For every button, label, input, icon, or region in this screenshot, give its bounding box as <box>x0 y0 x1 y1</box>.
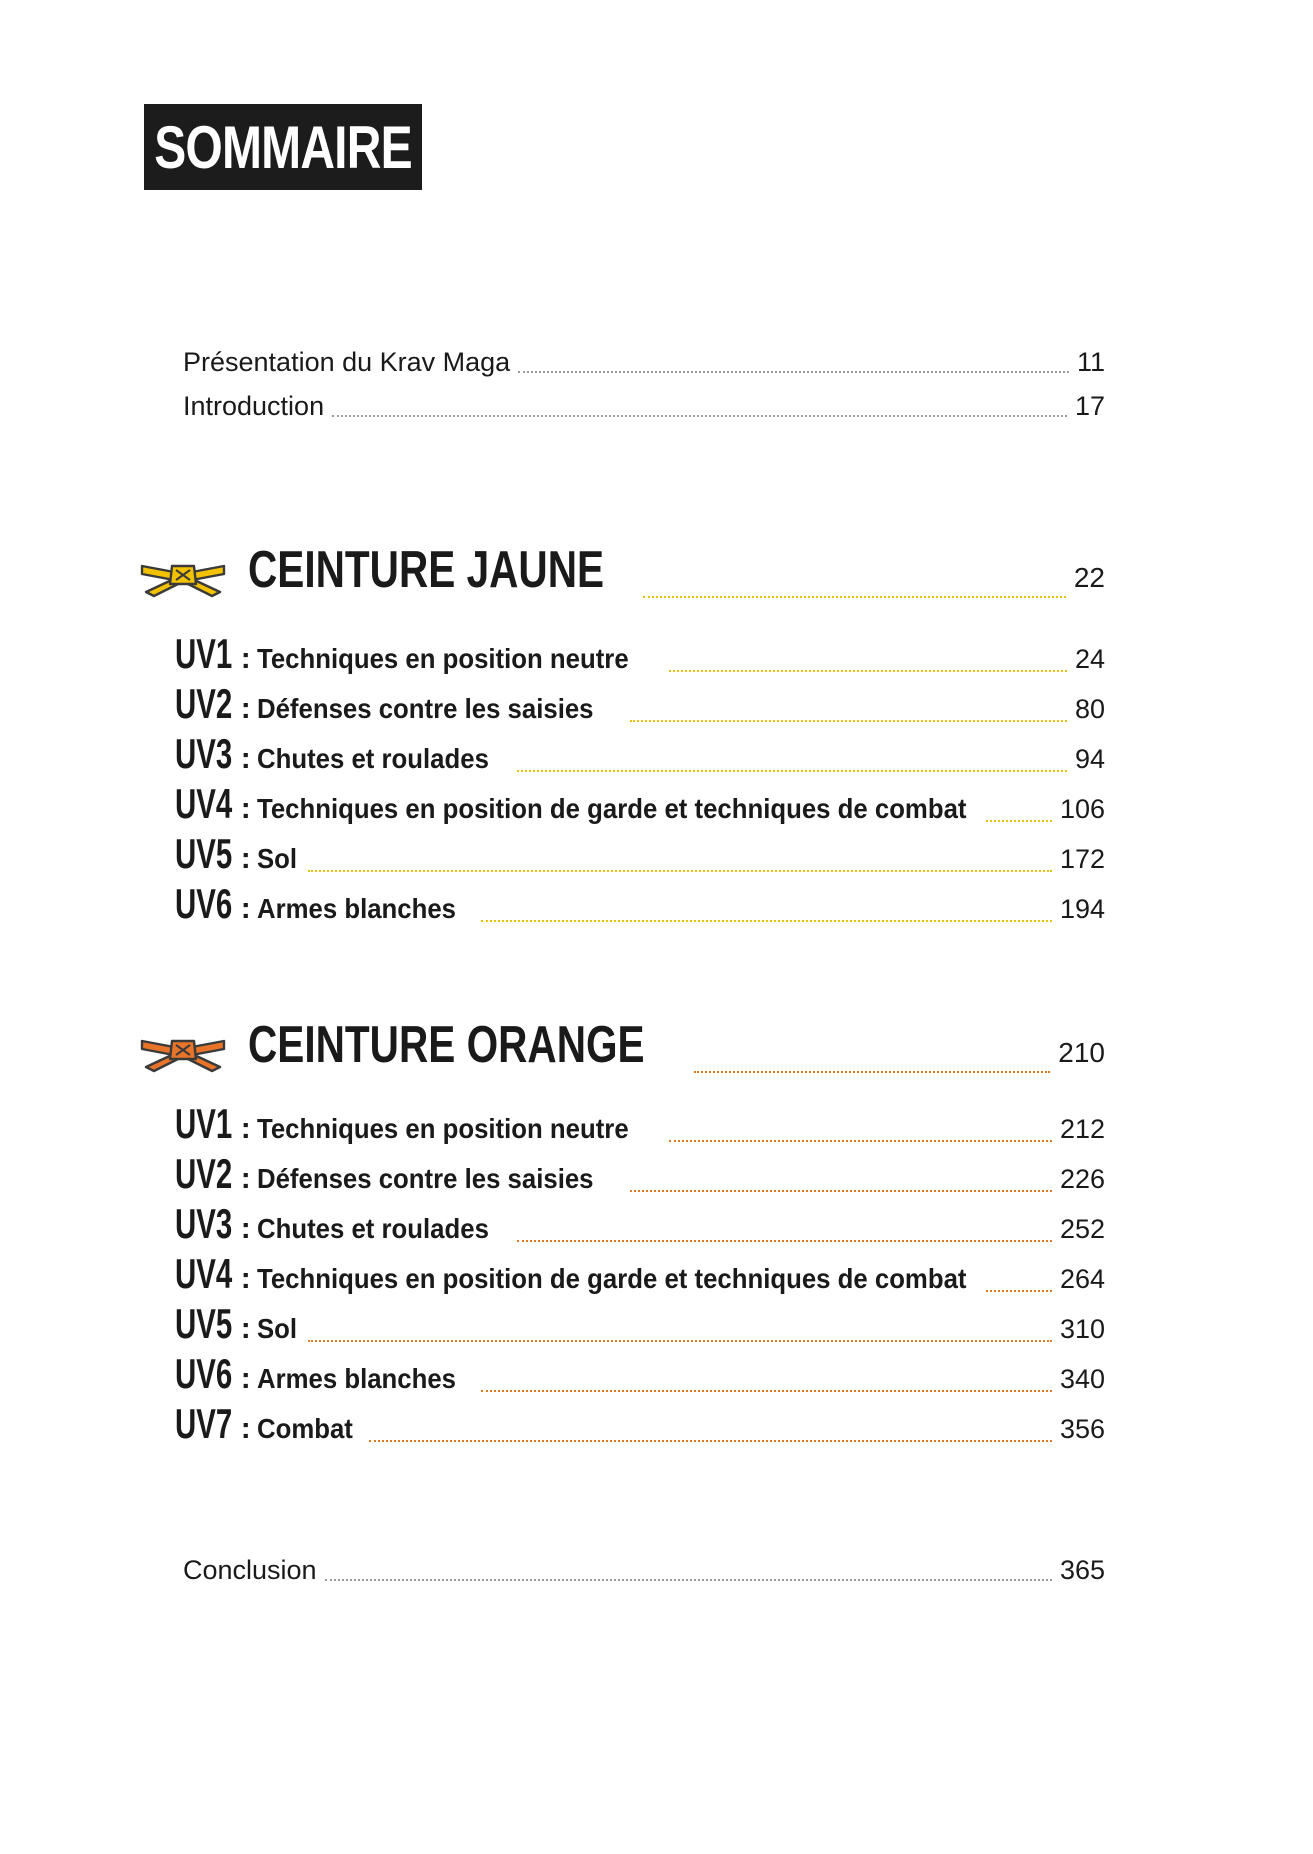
dot-leader <box>669 1140 1052 1142</box>
dot-leader <box>308 870 1052 872</box>
uv-page: 264 <box>1059 1264 1105 1294</box>
uv-page: 94 <box>1074 744 1105 774</box>
uv-label: Techniques en position neutre <box>256 1113 629 1144</box>
toc-entry-label: Conclusion <box>183 1555 317 1585</box>
toc-item-orange-uv7[interactable]: UV7 : Combat 356 <box>175 1400 1105 1447</box>
toc-item-jaune-uv4[interactable]: UV4 : Techniques en position de garde et techniques de combat 106 <box>175 780 1105 827</box>
uv-page: 106 <box>1059 794 1105 824</box>
uv-code: UV7 <box>175 1400 233 1447</box>
uv-label: Chutes et roulades <box>256 1213 489 1244</box>
uv-page: 356 <box>1059 1414 1105 1444</box>
dot-leader <box>308 1340 1052 1342</box>
toc-entry-page: 365 <box>1059 1555 1105 1585</box>
uv-code: UV3 <box>175 1200 233 1247</box>
toc-item-orange-uv4[interactable]: UV4 : Techniques en position de garde et techniques de combat 264 <box>175 1250 1105 1297</box>
page-title-text: SOMMAIRE <box>154 113 412 181</box>
uv-page: 24 <box>1074 644 1105 674</box>
yellow-belt-icon <box>140 552 226 598</box>
section-ceinture-orange[interactable] <box>140 1015 1105 1085</box>
uv-page: 212 <box>1059 1114 1105 1144</box>
uv-label: Techniques en position de garde et techniques de combat <box>256 1263 967 1294</box>
dot-leader <box>643 596 1066 598</box>
uv-page: 226 <box>1059 1164 1105 1194</box>
uv-code: UV1 <box>175 1100 233 1147</box>
toc-entry-introduction[interactable] <box>183 386 1105 426</box>
uv-page: 80 <box>1074 694 1105 724</box>
uv-code: UV5 <box>175 1300 233 1347</box>
toc-item-orange-uv3[interactable]: UV3 : Chutes et roulades 252 <box>175 1200 1105 1247</box>
dot-leader <box>325 1579 1052 1581</box>
toc-item-orange-uv2[interactable]: UV2 : Défenses contre les saisies 226 <box>175 1150 1105 1197</box>
dot-leader <box>517 1240 1052 1242</box>
toc-item-orange-uv6[interactable]: UV6 : Armes blanches 340 <box>175 1350 1105 1397</box>
dot-leader <box>986 1290 1052 1292</box>
toc-entry-conclusion[interactable] <box>183 1550 1105 1590</box>
toc-entry-label: Introduction <box>183 391 325 421</box>
section-page: 22 <box>1073 562 1105 593</box>
uv-code: UV2 <box>175 680 233 727</box>
uv-code: UV6 <box>175 1350 233 1397</box>
toc-item-jaune-uv6[interactable]: UV6 : Armes blanches 194 <box>175 880 1105 927</box>
dot-leader <box>518 371 1069 373</box>
toc-item-orange-uv1[interactable]: UV1 : Techniques en position neutre 212 <box>175 1100 1105 1147</box>
uv-code: UV5 <box>175 830 233 877</box>
toc-entry-page: 11 <box>1076 347 1105 377</box>
uv-label: Chutes et roulades <box>256 743 489 774</box>
uv-label: Techniques en position neutre <box>256 643 629 674</box>
dot-leader <box>481 1390 1052 1392</box>
uv-page: 310 <box>1059 1314 1105 1344</box>
uv-label: Sol <box>256 1313 297 1344</box>
dot-leader <box>694 1071 1050 1073</box>
uv-code: UV4 <box>175 780 233 827</box>
dot-leader <box>630 1190 1051 1192</box>
toc-entry-label: Présentation du Krav Maga <box>183 347 511 377</box>
toc-item-jaune-uv2[interactable]: UV2 : Défenses contre les saisies 80 <box>175 680 1105 727</box>
uv-label: Armes blanches <box>256 1363 456 1394</box>
uv-label: Armes blanches <box>256 893 456 924</box>
uv-label: Défenses contre les saisies <box>256 693 594 724</box>
dot-leader <box>332 415 1067 417</box>
dot-leader <box>986 820 1052 822</box>
section-title: CEINTURE JAUNE <box>248 541 605 599</box>
section-ceinture-jaune[interactable] <box>140 540 1105 610</box>
uv-code: UV4 <box>175 1250 233 1297</box>
dot-leader <box>481 920 1052 922</box>
section-page: 210 <box>1058 1037 1105 1068</box>
uv-code: UV1 <box>175 630 233 677</box>
uv-page: 172 <box>1059 844 1105 874</box>
uv-label: Sol <box>256 843 297 874</box>
uv-code: UV3 <box>175 730 233 777</box>
uv-label: Techniques en position de garde et techniques de combat <box>256 793 967 824</box>
uv-page: 194 <box>1059 894 1105 924</box>
uv-page: 252 <box>1059 1214 1105 1244</box>
dot-leader <box>369 1440 1052 1442</box>
page-title <box>144 104 422 190</box>
uv-label: Combat <box>256 1413 353 1444</box>
dot-leader <box>517 770 1067 772</box>
uv-code: UV6 <box>175 880 233 927</box>
uv-label: Défenses contre les saisies <box>256 1163 594 1194</box>
dot-leader <box>630 720 1066 722</box>
toc-entry-presentation[interactable] <box>183 342 1105 382</box>
dot-leader <box>669 670 1067 672</box>
toc-item-orange-uv5[interactable]: UV5 : Sol 310 <box>175 1300 1105 1347</box>
toc-entry-page: 17 <box>1074 391 1105 421</box>
orange-belt-icon <box>140 1027 226 1073</box>
uv-page: 340 <box>1059 1364 1105 1394</box>
section-title: CEINTURE ORANGE <box>248 1016 645 1074</box>
uv-code: UV2 <box>175 1150 233 1197</box>
toc-item-jaune-uv3[interactable]: UV3 : Chutes et roulades 94 <box>175 730 1105 777</box>
toc-item-jaune-uv1[interactable]: UV1 : Techniques en position neutre 24 <box>175 630 1105 677</box>
toc-item-jaune-uv5[interactable]: UV5 : Sol 172 <box>175 830 1105 877</box>
